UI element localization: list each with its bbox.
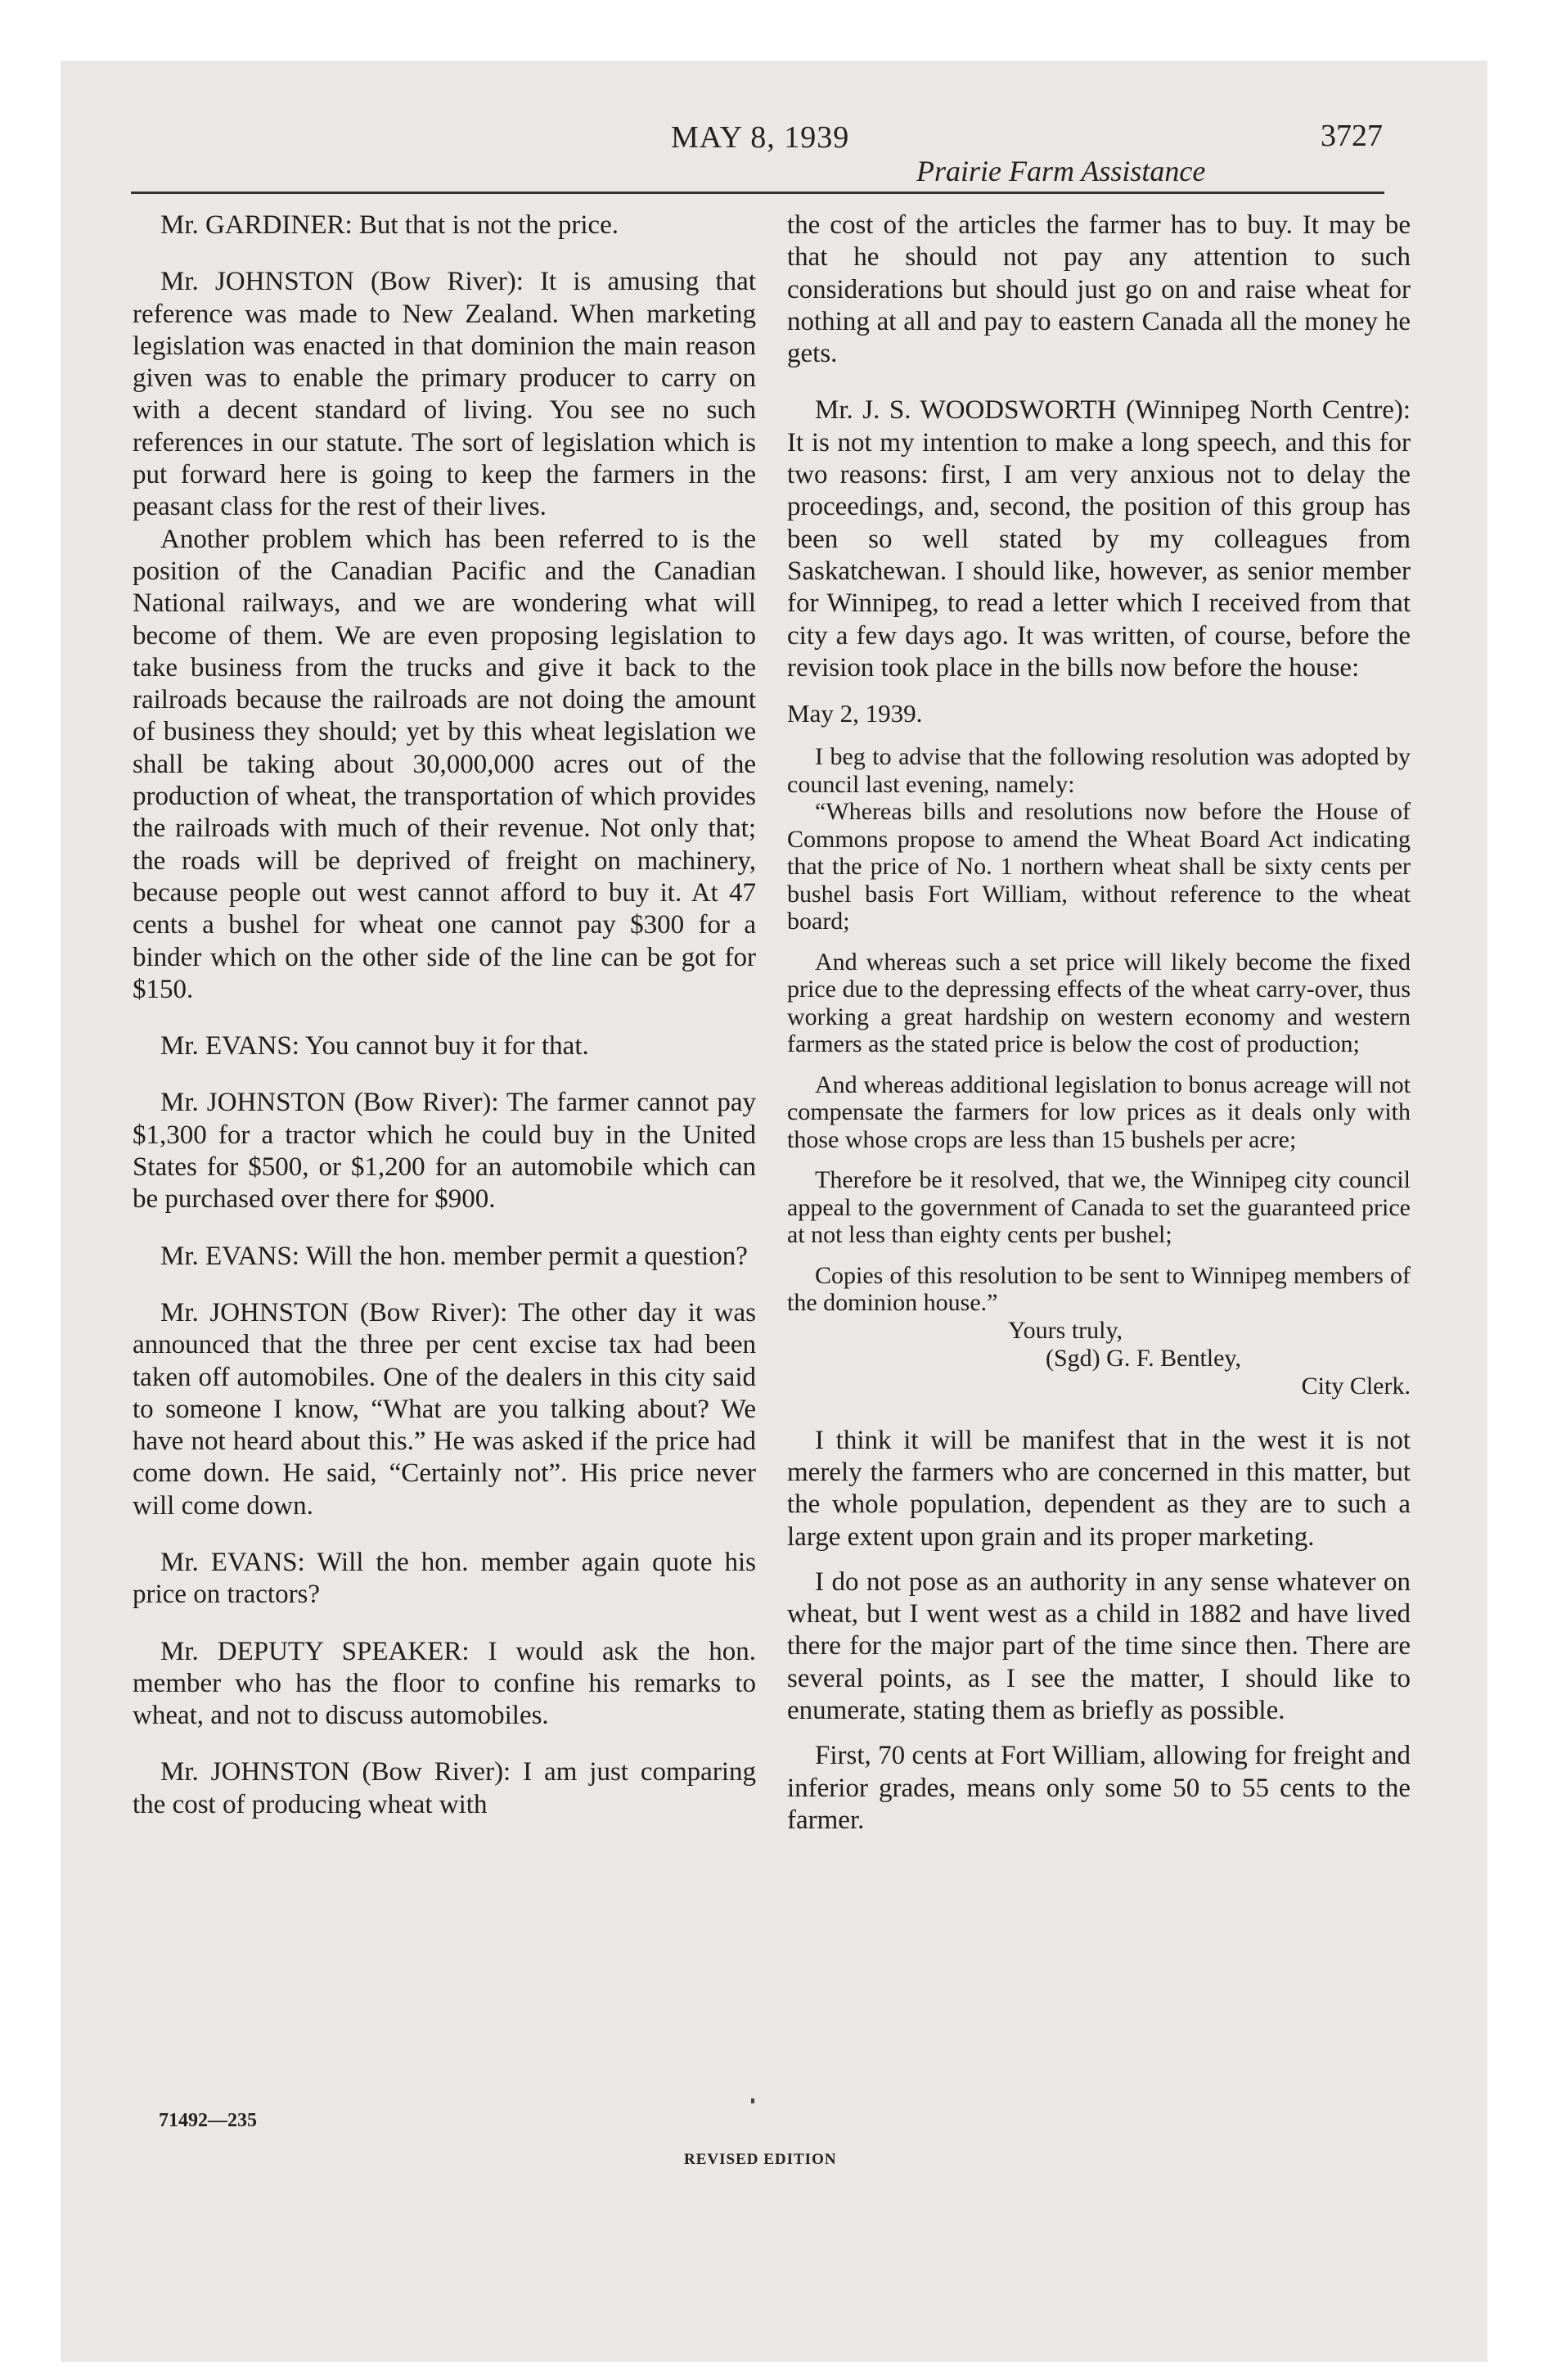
header-rule <box>131 192 1384 194</box>
paragraph: Mr. JOHNSTON (Bow River): I am just comparing the cost of producing wheat with <box>133 1757 756 1819</box>
letter-paragraph: Copies of this resolution to be sent to Winnipeg members of the dominion house.” <box>787 1261 1411 1317</box>
letter-paragraph: And whereas additional legislation to bonus acreage will not compensate the farmers for low prices as it deals only with those whose crops are less than 15 bushels per acre; <box>787 1071 1411 1153</box>
paragraph: Mr. JOHNSTON (Bow River): It is amusing that reference was made to New Zealand. When marketing legislation was enacted in that dominion the main reason given was to enable the primary producer to carry on with a decent standard of living. You see no such references in our statute. The sort of legislation which is put forward here is going to keep the farmers in the peasant class for the rest of their lives. <box>133 267 756 522</box>
paragraph: Mr. EVANS: Will the hon. member again quote his price on tractors? <box>133 1547 756 1610</box>
footer-print-code: 71492—235 <box>159 2110 257 2131</box>
paragraph: Mr. EVANS: Will the hon. member permit a question? <box>160 1241 748 1271</box>
paragraph: First, 70 cents at Fort William, allowing for freight and inferior grades, means only some 50 to 55 cents to the farmer. <box>787 1741 1411 1835</box>
signature-name: (Sgd) G. F. Bentley, <box>1046 1344 1241 1372</box>
letter-paragraph: “Whereas bills and resolutions now before the House of Commons propose to amend the Wheat Board Act indicating that the price of No. 1 northern wheat shall be sixty cents per bushel basis Fort William, without reference to the wheat board; <box>787 798 1411 935</box>
letter-paragraph: Therefore be it resolved, that we, the Winnipeg city council appeal to the government of Canada to set the guaranteed price at not less than eighty cents per bushel; <box>787 1166 1411 1249</box>
paragraph: Mr. EVANS: You cannot buy it for that. <box>160 1031 589 1062</box>
signature-closing: Yours truly, <box>1008 1316 1123 1344</box>
letter-paragraph: I beg to advise that the following resolution was adopted by council last evening, namely: <box>787 743 1411 798</box>
header-section-title: Prairie Farm Assistance <box>916 155 1206 187</box>
letter-paragraph: And whereas such a set price will likely become the fixed price due to the depressing effects of the wheat carry-over, thus working a great hardship on western economy and western farmers as the stated price is below the cost of production; <box>787 948 1411 1058</box>
paragraph: Mr. JOHNSTON (Bow River): The other day it was announced that the three per cent excise tax had been taken off automobiles. One of the dealers in this city said to someone I know, “What are you talking about? We have not heard about this.” He was asked if the price had come down. He said, “Certainly not”. His price never will come down. <box>133 1297 756 1521</box>
right-column <box>787 210 1411 1837</box>
footer-edition: REVISED EDITION <box>684 2151 837 2168</box>
left-column <box>133 210 756 1821</box>
header-date: MAY 8, 1939 <box>671 120 850 155</box>
header-page-number: 3727 <box>1321 119 1383 153</box>
paragraph: I think it will be manifest that in the west it is not merely the farmers who are concerned in this matter, but the whole population, dependent as they are to such a large extent upon grain and its proper marketing. <box>787 1425 1411 1552</box>
print-mark <box>751 2098 754 2103</box>
paragraph: Mr. DEPUTY SPEAKER: I would ask the hon. member who has the floor to confine his remarks to wheat, and not to discuss automobiles. <box>133 1636 756 1731</box>
paragraph: Mr. GARDINER: But that is not the price. <box>160 210 619 240</box>
paragraph: Another problem which has been referred to is the position of the Canadian Pacific and the Canadian National railways, and we are wondering what will become of them. We are even proposing legislation to take business from the trucks and give it back to the railroads because the railroads are not doing the amount of business they should; yet by this wheat legislation we shall be taking about 30,000,000 acres out of the production of wheat, the transportation of which provides the railroads with much of their revenue. Not only that; the roads will be deprived of freight on machinery, because people out west cannot afford to buy it. At 47 cents a bushel for wheat one cannot pay $300 for a binder which on the other side of the line can be got for $150. <box>133 524 756 1004</box>
letter-date: May 2, 1939. <box>787 699 923 728</box>
paragraph: the cost of the articles the farmer has to buy. It may be that he should not pay any attention to such considerations but should just go on and raise wheat for nothing at all and pay to eastern Canada all the money he gets. <box>787 210 1411 369</box>
paragraph: Mr. JOHNSTON (Bow River): The farmer cannot pay $1,300 for a tractor which he could buy in the United States for $500, or $1,200 for an automobile which can be purchased over there for $900. <box>133 1088 756 1215</box>
paragraph: Mr. J. S. WOODSWORTH (Winnipeg North Centre): It is not my intention to make a long speech, and this for two reasons: first, I am very anxious not to delay the proceedings, and, second, the position of this group has been so well stated by my colleagues from Saskatchewan. I should like, however, as senior member for Winnipeg, to read a letter which I received from that city a few days ago. It was written, of course, before the revision took place in the bills now before the house: <box>787 395 1411 683</box>
signature-title: City Clerk. <box>1301 1372 1411 1400</box>
paragraph: I do not pose as an authority in any sense whatever on wheat, but I went west as a child in 1882 and have lived there for the major part of the time since then. There are several points, as I see the matter, I should like to enumerate, stating them as briefly as possible. <box>787 1566 1411 1726</box>
